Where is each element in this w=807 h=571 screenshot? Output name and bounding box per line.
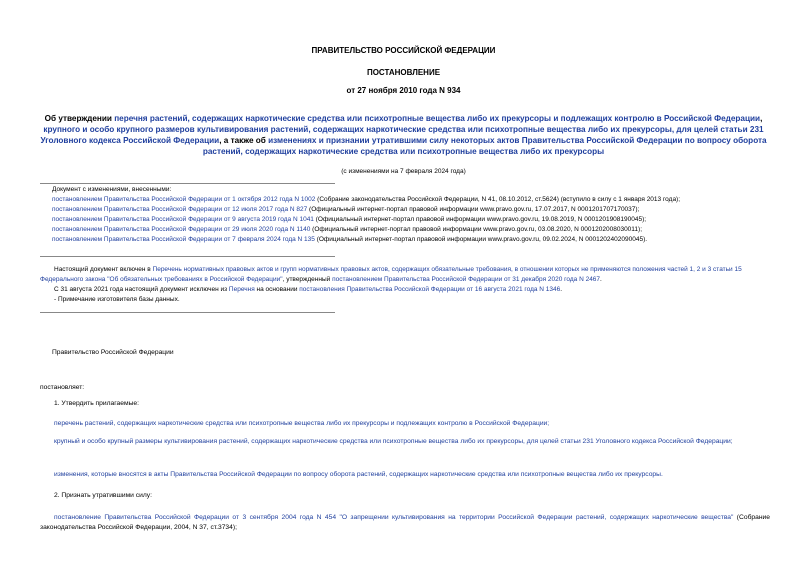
document-title	[40, 113, 767, 157]
amendments-block	[52, 185, 772, 245]
decree-2467-link[interactable]: постановлением Правительства Российской Федерации от 31 декабря 2020 года N 2467	[332, 276, 601, 283]
title-link-changes[interactable]: изменениях и признании утратившими силу некоторых актов Правительства Российской Федерации по вопросу оборота растений, содержащих наркотические средства или психотропные вещества либо их прекурсоры	[202, 136, 767, 156]
list-item	[40, 437, 770, 447]
amendment-link[interactable]: постановлением Правительства Российской Федерации от 12 июля 2017 года N 827	[52, 206, 308, 213]
doc-type-heading: ПОСТАНОВЛЕНИЕ	[366, 68, 441, 77]
exclusion-text: на основании	[254, 286, 300, 293]
mandatory-requirements-list-link[interactable]: Перечень нормативных правовых актов и групп нормативных правовых актов, содержащих обязательные требования, в отношении которых не применяются положения частей 1, 2 и 3 статьи 15 Федерального закона "Об обязательных требованиях в Российской Федерации"	[40, 266, 742, 283]
amendment-link[interactable]: постановлением Правительства Российской Федерации от 7 февраля 2024 года N 135	[52, 236, 315, 243]
issuer-heading: ПРАВИТЕЛЬСТВО РОССИЙСКОЙ ФЕДЕРАЦИИ	[311, 46, 496, 55]
inclusion-text: , утвержденный	[282, 276, 333, 283]
inclusion-paragraph	[40, 265, 770, 285]
database-note: - Примечание изготовителя базы данных.	[54, 296, 180, 303]
item-1: 1. Утвердить прилагаемые:	[54, 400, 139, 407]
title-link-sizes[interactable]: крупного и особо крупного размеров культивирования растений, содержащих наркотические средства или психотропные вещества либо их прекурсоры, для целей статьи 231 Уголовного кодекса Российской Федерации	[40, 125, 764, 145]
list-link[interactable]: Перечня	[228, 286, 255, 293]
decree-1346-link[interactable]: постановления Правительства Российской Федерации от 16 августа 2021 года N 1346	[299, 286, 561, 293]
date-number-heading: от 27 ноября 2010 года N 934	[346, 86, 461, 95]
divider	[40, 183, 335, 184]
divider	[40, 312, 335, 313]
amendment-source: (Официальный интернет-портал правовой информации www.pravo.gov.ru, 17.07.2017, N 0001201707170037);	[307, 206, 640, 213]
decree-454-link[interactable]: постановление Правительства Российской Федерации от 3 сентября 2004 года N 454 "О запрещении культивирования на территории Российской Федерации растений, содержащих наркотические вещества"	[54, 514, 734, 521]
amendment-source: (Официальный интернет-портал правовой информации www.pravo.gov.ru, 09.02.2024, N 0001202402090045).	[314, 236, 648, 243]
amendment-link[interactable]: постановлением Правительства Российской Федерации от 29 июля 2020 года N 1140	[52, 226, 311, 233]
amendment-source: (Официальный интернет-портал правовой информации www.pravo.gov.ru, 03.08.2020, N 0001202008030011);	[310, 226, 643, 233]
list-item	[40, 470, 770, 480]
exclusion-text: .	[560, 286, 563, 293]
amendment-item	[52, 215, 772, 225]
amendment-item	[52, 235, 772, 245]
government-line: Правительство Российской Федерации	[52, 349, 174, 356]
inclusion-note	[40, 265, 770, 305]
amendment-link[interactable]: постановлением Правительства Российской Федерации от 9 августа 2019 года N 1041	[52, 216, 314, 223]
title-link-plant-list[interactable]: перечня растений, содержащих наркотические средства или психотропные вещества либо их прекурсоры и подлежащих контролю в Российской Федерации	[114, 114, 761, 123]
divider	[40, 256, 335, 257]
title-sep-2: , а также об	[219, 136, 269, 145]
amendment-link[interactable]: постановлением Правительства Российской Федерации от 1 октября 2012 года N 1002	[52, 196, 316, 203]
plant-list-link[interactable]: перечень растений, содержащих наркотические средства или психотропные вещества либо их прекурсоры и подлежащих контролю в Российской Федерации;	[54, 420, 550, 427]
decrees-line: постановляет:	[40, 384, 85, 391]
amendment-source: (Собрание законодательства Российской Федерации, N 41, 08.10.2012, ст.5624) (вступило в силу с 1 января 2013 года);	[315, 196, 681, 203]
changes-note: (с изменениями на 7 февраля 2024 года)	[341, 168, 466, 175]
changes-link[interactable]: изменения, которые вносятся в акты Правительства Российской Федерации по вопросу оборота растений, содержащих наркотические средства или психотропные вещества либо их прекурсоры.	[54, 471, 663, 478]
repeal-item	[40, 513, 770, 533]
repeal-source: (Собрание законодательства Российской Федерации, 2004, N 37, ст.3734);	[40, 514, 770, 531]
item-2: 2. Признать утратившими силу:	[54, 492, 152, 499]
title-sep-1: ,	[760, 114, 763, 123]
amendment-item	[52, 205, 772, 215]
inclusion-text: .	[600, 276, 602, 283]
exclusion-text: С 31 августа 2021 года настоящий документ исключен из	[54, 286, 229, 293]
amendment-item	[52, 225, 772, 235]
exclusion-paragraph	[40, 285, 770, 295]
amendments-intro: Документ с изменениями, внесенными:	[52, 186, 172, 193]
list-item	[40, 419, 770, 429]
inclusion-text: Настоящий документ включен в	[54, 266, 153, 273]
amendment-source: (Официальный интернет-портал правовой информации www.pravo.gov.ru, 19.08.2019, N 0001201908190045);	[313, 216, 647, 223]
amendment-item	[52, 195, 772, 205]
title-prefix: Об утверждении	[44, 114, 115, 123]
cultivation-sizes-link[interactable]: крупный и особо крупный размеры культивирования растений, содержащих наркотические средства или психотропные вещества либо их прекурсоры, для целей статьи 231 Уголовного кодекса Российской Федерации;	[54, 438, 733, 445]
